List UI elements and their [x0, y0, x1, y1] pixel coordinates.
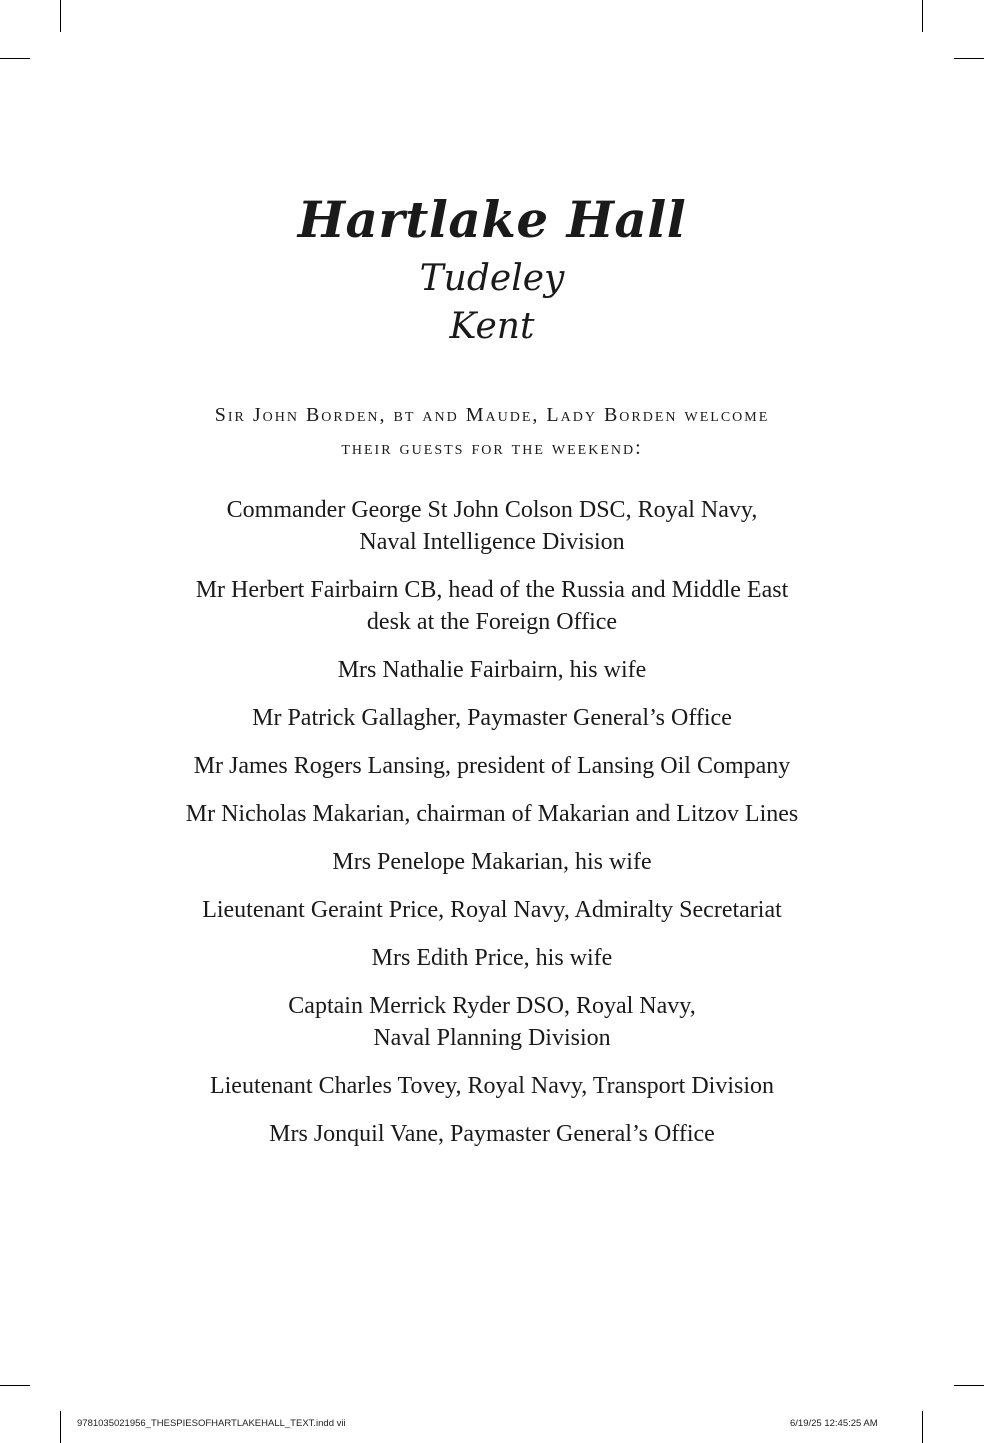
intro-line-1: Sir John Borden, bt and Maude, Lady Borden welcome: [214, 404, 770, 426]
crop-mark-bottom-right-vertical: [922, 1411, 923, 1443]
guest-entry: [92, 494, 892, 558]
guest-line: Lieutenant Geraint Price, Royal Navy, Admiralty Secretariat: [202, 897, 782, 923]
guest-line: Mr James Rogers Lansing, president of Lansing Oil Company: [193, 753, 791, 779]
slug-timestamp: 6/19/25 12:45:25 AM: [790, 1418, 878, 1429]
guest-line: Naval Intelligence Division: [359, 529, 625, 555]
guest-entry: [92, 846, 892, 878]
guest-line: Mrs Jonquil Vane, Paymaster General’s Office: [269, 1121, 715, 1147]
guest-line: Mr Patrick Gallagher, Paymaster General’s Office: [252, 705, 732, 731]
crop-mark-bottom-left-horizontal: [0, 1385, 30, 1386]
guest-entry: [92, 894, 892, 926]
place-line-1: Tudeley: [419, 258, 565, 299]
guest-entry: [92, 1118, 892, 1150]
guest-line: Captain Merrick Ryder DSO, Royal Navy,: [288, 993, 696, 1019]
guest-entry: [92, 702, 892, 734]
place-line-2: Kent: [449, 306, 535, 347]
guest-entry: [92, 1070, 892, 1102]
guest-entry: [92, 750, 892, 782]
page-title: Hartlake Hall: [297, 190, 687, 249]
guest-line: Mrs Edith Price, his wife: [371, 945, 613, 971]
intro-line-2: their guests for the weekend:: [341, 437, 643, 459]
guest-line: Naval Planning Division: [373, 1025, 611, 1051]
guest-entry: [92, 942, 892, 974]
crop-mark-bottom-right-horizontal: [954, 1385, 984, 1386]
crop-mark-bottom-left-vertical: [60, 1411, 61, 1443]
guest-line: Lieutenant Charles Tovey, Royal Navy, Transport Division: [209, 1073, 775, 1099]
slug-file-info: 9781035021956_THESPIESOFHARTLAKEHALL_TEXT.indd vii: [77, 1418, 346, 1429]
guest-entry: [92, 990, 892, 1054]
crop-mark-top-left-horizontal: [0, 58, 30, 59]
guest-line: Mrs Nathalie Fairbairn, his wife: [337, 657, 647, 683]
guest-line: Commander George St John Colson DSC, Royal Navy,: [226, 497, 758, 523]
guest-line: Mr Nicholas Makarian, chairman of Makarian and Litzov Lines: [185, 801, 799, 827]
guest-line: desk at the Foreign Office: [366, 609, 618, 635]
guest-entry: [92, 798, 892, 830]
guest-list: [92, 494, 892, 1166]
guest-line: Mr Herbert Fairbairn CB, head of the Russia and Middle East: [195, 577, 789, 603]
crop-mark-top-right-horizontal: [954, 58, 984, 59]
crop-mark-top-left-vertical: [60, 0, 61, 32]
guest-entry: [92, 654, 892, 686]
crop-mark-top-right-vertical: [922, 0, 923, 32]
guest-line: Mrs Penelope Makarian, his wife: [332, 849, 652, 875]
guest-entry: [92, 574, 892, 638]
